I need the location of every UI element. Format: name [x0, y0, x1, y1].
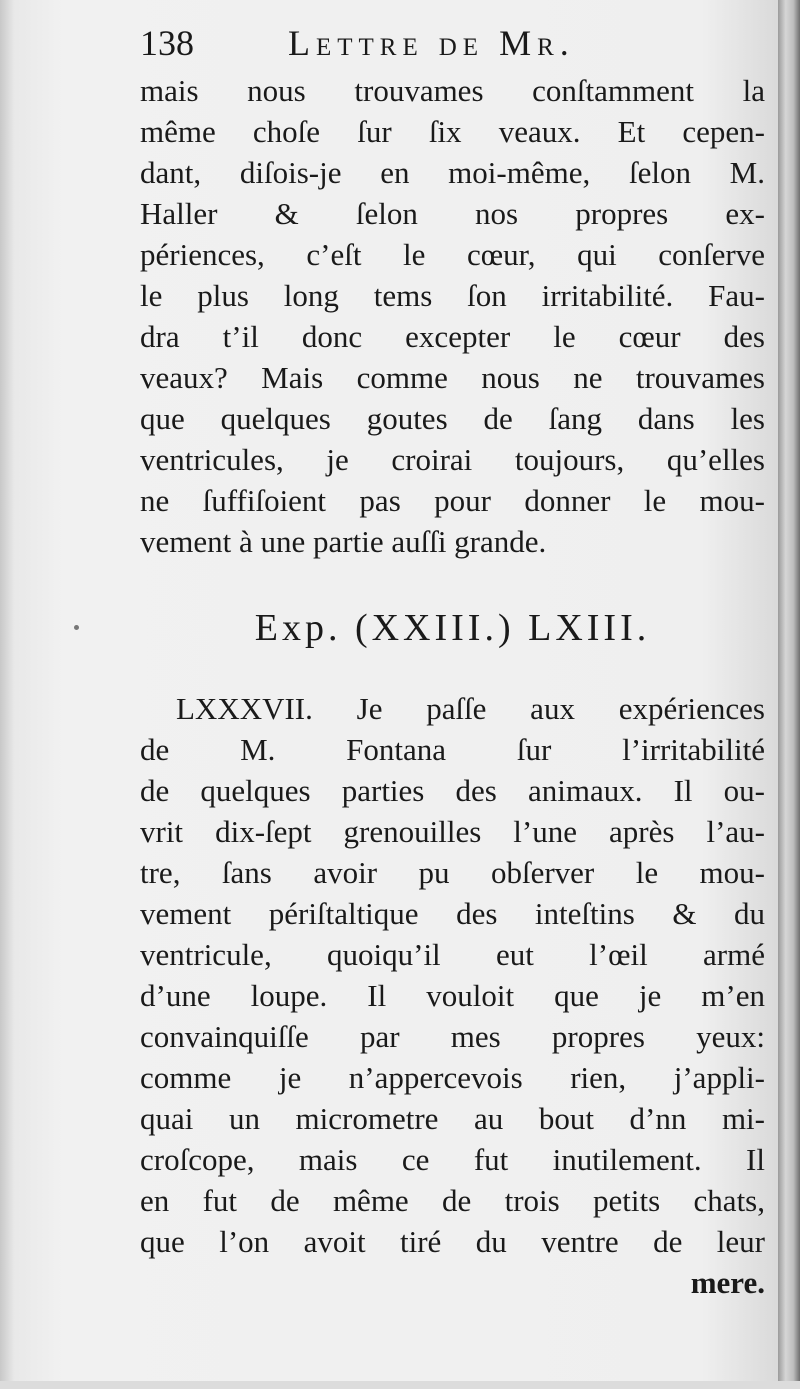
text-line: dant, diſois-je en moi-même, ſelon M.	[140, 155, 765, 190]
text-line: vrit dix-ſept grenouilles l’une après l’au-	[140, 814, 765, 849]
page-bottom-edge	[0, 1381, 800, 1389]
page-header	[140, 18, 760, 68]
text-line: vement périſtaltique des inteſtins & du	[140, 896, 765, 931]
text-line: LXXXVII. Je paſſe aux expériences	[176, 691, 765, 726]
text-line: ventricule, quoiqu’il eut l’œil armé	[140, 937, 765, 972]
text-line: ne ſuffiſoient pas pour donner le mou-	[140, 483, 765, 518]
text-line: d’une loupe. Il vouloit que je m’en	[140, 978, 765, 1013]
running-title: Lettre de Mr.	[288, 23, 575, 63]
text-line: croſcope, mais ce fut inutilement. Il	[140, 1142, 765, 1177]
text-line: périences, c’eſt le cœur, qui conſerve	[140, 237, 765, 272]
catchword: mere.	[690, 1265, 765, 1300]
text-line: même choſe ſur ſix veaux. Et cepen-	[140, 114, 765, 149]
text-line: veaux? Mais comme nous ne trouvames	[140, 360, 765, 395]
text-line: de quelques parties des animaux. Il ou-	[140, 773, 765, 808]
text-line: mais nous trouvames conſtamment la	[140, 73, 765, 108]
text-line: convainquiſſe par mes propres yeux:	[140, 1019, 765, 1054]
page-left-edge	[0, 0, 14, 1389]
text-line: comme je n’appercevois rien, j’appli-	[140, 1060, 765, 1095]
text-line: que l’on avoit tiré du ventre de leur	[140, 1224, 765, 1259]
text-line: de M. Fontana ſur l’irritabilité	[140, 732, 765, 767]
paragraph-lxxxvii	[140, 688, 765, 1303]
experiment-heading: Exp. (XXIII.) LXIII.	[254, 607, 651, 649]
text-line: tre, ſans avoir pu obſerver le mou-	[140, 855, 765, 890]
book-gutter	[778, 0, 800, 1389]
paragraph-continued	[140, 70, 765, 562]
text-line: quai un micrometre au bout d’nn mi-	[140, 1101, 765, 1136]
page-number: 138	[140, 23, 194, 63]
text-line: que quelques goutes de ſang dans les	[140, 401, 765, 436]
ink-spot	[74, 625, 79, 630]
text-line: le plus long tems ſon irritabilité. Fau-	[140, 278, 765, 313]
text-line: en fut de même de trois petits chats,	[140, 1183, 765, 1218]
text-line: vement à une partie auſſi grande.	[140, 524, 547, 559]
text-line: dra t’il donc excepter le cœur des	[140, 319, 765, 354]
text-line: Haller & ſelon nos propres ex-	[140, 196, 765, 231]
text-line: ventricules, je croirai toujours, qu’elles	[140, 442, 765, 477]
